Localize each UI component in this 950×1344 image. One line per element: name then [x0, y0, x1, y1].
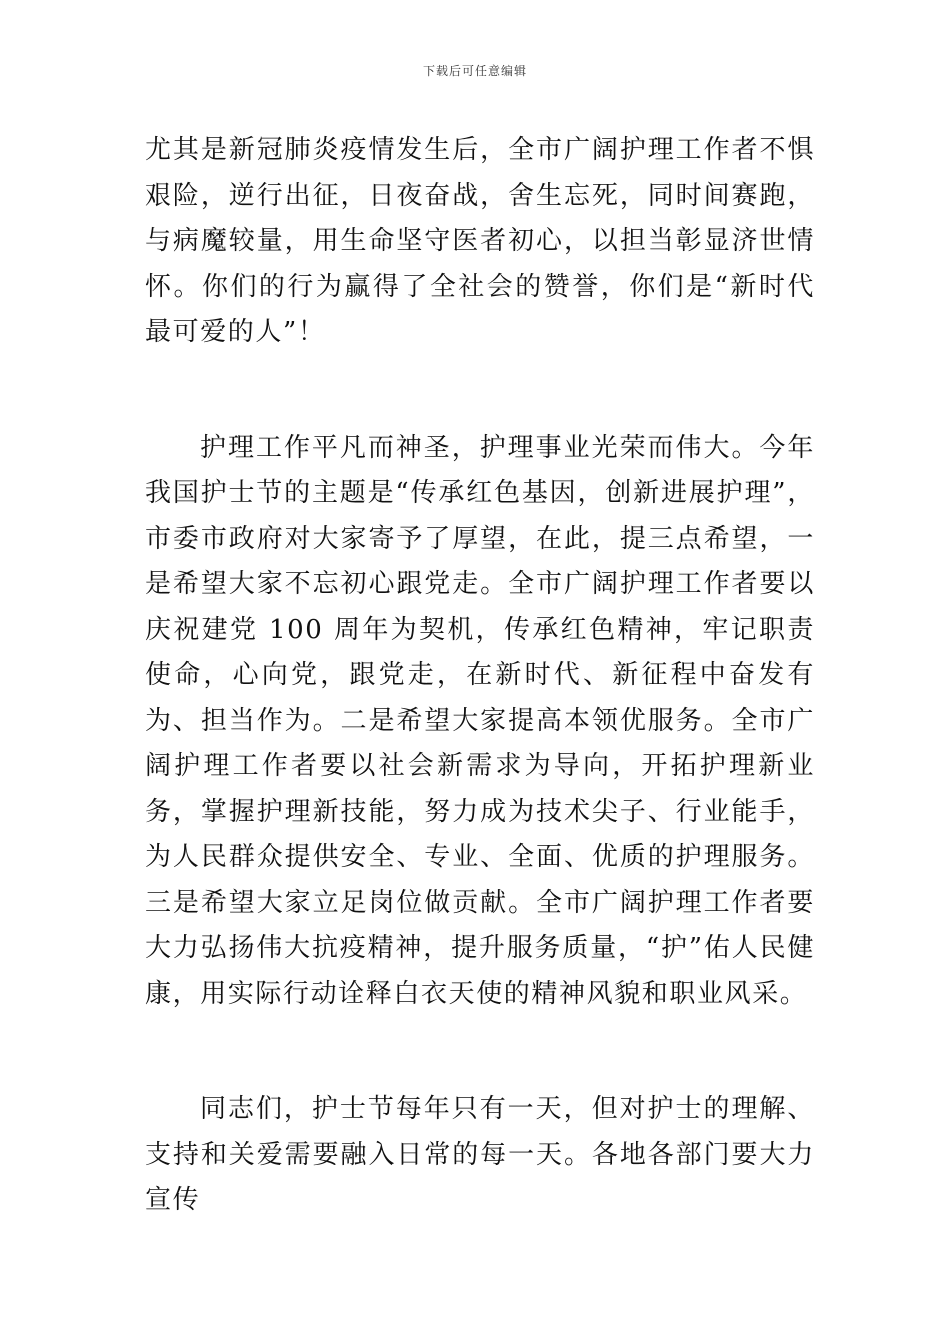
document-body — [145, 128, 815, 1224]
paragraph-gap — [145, 356, 815, 426]
paragraph-3: 同志们，护士节每年只有一天，但对护士的理解、支持和关爱需要融入日常的每一天。各地各部门要大力宣传 — [145, 1094, 815, 1215]
page-header-note: 下载后可任意编辑 — [422, 64, 527, 78]
paragraph-1: 尤其是新冠肺炎疫情发生后，全市广阔护理工作者不惧艰险，逆行出征，日夜奋战，舍生忘死，同时间赛跑，与病魔较量，用生命坚守医者初心，以担当彰显济世情怀。你们的行为赢得了全社会的赞誉，你们是“新时代最可爱的人”！ — [145, 135, 815, 347]
paragraph-2: 护理工作平凡而神圣，护理事业光荣而伟大。今年我国护士节的主题是“传承红色基因，创新进展护理”，市委市政府对大家寄予了厚望，在此，提三点希望，一是希望大家不忘初心跟党走。全市广阔护理工作者要以庆祝建党 100 周年为契机，传承红色精神，牢记职责使命，心向党，跟党走，在新时代、新征程中奋发有为、担当作为。二是希望大家提高本领优服务。全市广阔护理工作者要以社会新需求为导向，开拓护理新业务，掌握护理新技能，努力成为技术尖子、行业能手，为人民群众提供安全、专业、全面、优质的护理服务。三是希望大家立足岗位做贡献。全市广阔护理工作者要大力弘扬伟大抗疫精神，提升服务质量，“护”佑人民健康，用实际行动诠释白衣天使的精神风貌和职业风采。 — [145, 432, 815, 1009]
paragraph-gap — [145, 1017, 815, 1087]
